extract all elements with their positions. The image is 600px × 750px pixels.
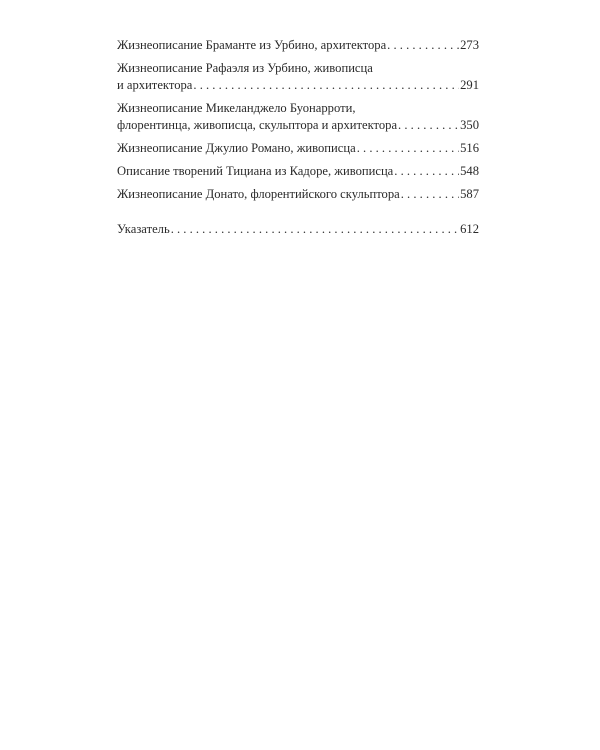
toc-leader-dots <box>193 77 459 94</box>
toc-leader-dots <box>398 117 459 134</box>
toc-entry-giulio-romano <box>117 140 479 157</box>
toc-entry-title-continued: и архитектора <box>117 78 193 92</box>
toc-page-number: 291 <box>460 78 479 92</box>
toc-page-number: 350 <box>460 118 479 132</box>
toc-entry-michelangelo <box>117 100 479 134</box>
toc-entry-title-continued: флорентинца, живописца, скульптора и архитектора <box>117 118 398 132</box>
toc-leader-dots <box>401 186 459 203</box>
toc-entry-titian <box>117 163 479 180</box>
toc-entry-title: Жизнеописание Браманте из Урбино, архитектора <box>117 38 387 52</box>
toc-entry-raphael <box>117 60 479 94</box>
table-of-contents <box>117 37 479 244</box>
toc-entry-title: Указатель <box>117 222 170 236</box>
toc-entry-donato <box>117 186 479 203</box>
toc-leader-dots <box>387 37 459 54</box>
toc-leader-dots <box>394 163 459 180</box>
toc-leader-dots <box>171 221 459 238</box>
toc-entry-title: Описание творений Тициана из Кадоре, живописца <box>117 164 394 178</box>
toc-entry-title: Жизнеописание Рафаэля из Урбино, живописца <box>117 61 373 75</box>
toc-page-number: 516 <box>460 141 479 155</box>
toc-entry-index <box>117 221 479 238</box>
toc-page-number: 273 <box>460 38 479 52</box>
toc-entry-bramante <box>117 37 479 54</box>
toc-entry-title: Жизнеописание Джулио Романо, живописца <box>117 141 356 155</box>
toc-entry-title: Жизнеописание Донато, флорентийского скульптора <box>117 187 400 201</box>
toc-leader-dots <box>357 140 459 157</box>
toc-entry-title: Жизнеописание Микеланджело Буонарроти, <box>117 101 356 115</box>
toc-page-number: 587 <box>460 187 479 201</box>
toc-page-number: 548 <box>460 164 479 178</box>
toc-page-number: 612 <box>460 222 479 236</box>
